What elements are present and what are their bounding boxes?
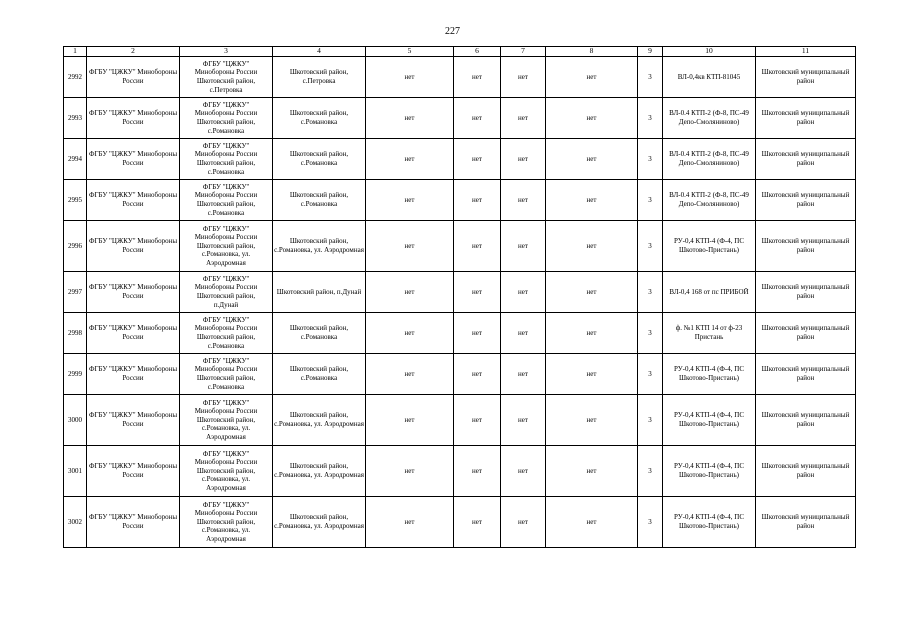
cell-text: нет — [518, 72, 528, 81]
operator-address-cell — [180, 395, 273, 446]
operator-address-cell — [180, 354, 273, 395]
municipality-cell — [756, 354, 856, 395]
municipality-cell — [756, 221, 856, 272]
cell-text: нет — [586, 369, 597, 378]
cell-text: нет — [586, 154, 597, 163]
cell-text: нет — [518, 369, 528, 378]
attr6-cell — [454, 497, 501, 548]
object-name-cell — [663, 497, 756, 548]
cell-text: ВЛ-0.4 КТП-2 (Ф-8, ПС-49 Депо-Смоляниново) — [669, 150, 749, 167]
cell-text: ФГБУ "ЦЖКУ" Минобороны России — [88, 109, 178, 126]
cell-text: 2993 — [68, 113, 82, 122]
cell-text: нет — [586, 517, 597, 526]
cell-text: 3002 — [68, 517, 82, 526]
cell-text: 3 — [648, 241, 652, 250]
cell-text: ФГБУ "ЦЖКУ" Минобороны России Шкотовский район, с.Романовка — [194, 356, 258, 391]
location-cell — [273, 395, 366, 446]
class-cell — [638, 98, 663, 139]
cell-text: 3 — [648, 287, 652, 296]
attr6-cell — [454, 98, 501, 139]
table-row — [64, 272, 856, 313]
owner-cell — [87, 313, 180, 354]
owner-cell — [87, 446, 180, 497]
cell-text: Шкотовский муниципальный район — [761, 365, 850, 382]
column-header: 7 — [501, 47, 546, 57]
owner-cell — [87, 221, 180, 272]
operator-address-cell — [180, 139, 273, 180]
cell-text: ФГБУ "ЦЖКУ" Минобороны России Шкотовский район, с.Романовка — [194, 315, 258, 350]
object-name-cell — [663, 180, 756, 221]
cell-text: нет — [472, 241, 482, 250]
class-cell — [638, 395, 663, 446]
cell-text: 3 — [648, 72, 652, 81]
cell-text: 2998 — [68, 328, 82, 337]
cell-text: Шкотовский район, п.Дунай — [276, 287, 362, 296]
record-number — [64, 272, 87, 313]
cell-text: Шкотовский район, с.Романовка — [289, 191, 349, 208]
cell-text: нет — [404, 415, 415, 424]
cell-text: Шкотовский муниципальный район — [761, 411, 850, 428]
column-header: 10 — [663, 47, 756, 57]
location-cell — [273, 272, 366, 313]
cell-text: 3 — [648, 154, 652, 163]
table-row — [64, 139, 856, 180]
table-row — [64, 98, 856, 139]
cell-text: 3001 — [68, 466, 82, 475]
table-row — [64, 57, 856, 98]
cell-text: нет — [518, 195, 528, 204]
attr8-cell — [546, 139, 638, 180]
column-header: 9 — [638, 47, 663, 57]
record-number — [64, 354, 87, 395]
table-body — [64, 57, 856, 548]
attr8-cell — [546, 221, 638, 272]
cell-text: нет — [472, 517, 482, 526]
class-cell — [638, 313, 663, 354]
cell-text: нет — [472, 466, 482, 475]
location-cell — [273, 446, 366, 497]
record-number — [64, 395, 87, 446]
attr5-cell — [366, 180, 454, 221]
attr6-cell — [454, 446, 501, 497]
attr5-cell — [366, 497, 454, 548]
location-cell — [273, 497, 366, 548]
owner-cell — [87, 354, 180, 395]
record-number — [64, 180, 87, 221]
record-number — [64, 221, 87, 272]
cell-text: нет — [518, 466, 528, 475]
column-header: 5 — [366, 47, 454, 57]
attr5-cell — [366, 57, 454, 98]
cell-text: ФГБУ "ЦЖКУ" Минобороны России — [88, 150, 178, 167]
table-row — [64, 221, 856, 272]
attr7-cell — [501, 354, 546, 395]
cell-text: ФГБУ "ЦЖКУ" Минобороны России — [88, 513, 178, 530]
class-cell — [638, 446, 663, 497]
object-name-cell — [663, 272, 756, 313]
cell-text: ФГБУ "ЦЖКУ" Минобороны России Шкотовский район, с.Романовка, ул. Аэродромная — [194, 224, 258, 267]
attr8-cell — [546, 98, 638, 139]
cell-text: нет — [586, 466, 597, 475]
class-cell — [638, 272, 663, 313]
column-header: 11 — [756, 47, 856, 57]
cell-text: 3 — [648, 195, 652, 204]
cell-text: РУ-0,4 КТП-4 (Ф-4, ПС Шкотово-Пристань) — [673, 365, 744, 382]
class-cell — [638, 497, 663, 548]
object-name-cell — [663, 313, 756, 354]
cell-text: нет — [586, 113, 597, 122]
cell-text: 2997 — [68, 287, 82, 296]
table-row — [64, 313, 856, 354]
cell-text: Шкотовский район, с.Романовка — [289, 109, 349, 126]
cell-text: Шкотовский муниципальный район — [761, 462, 850, 479]
object-name-cell — [663, 98, 756, 139]
owner-cell — [87, 57, 180, 98]
owner-cell — [87, 272, 180, 313]
cell-text: ФГБУ "ЦЖКУ" Минобороны России — [88, 324, 178, 341]
object-name-cell — [663, 395, 756, 446]
cell-text: нет — [472, 328, 482, 337]
cell-text: Шкотовский район, с.Романовка — [289, 150, 349, 167]
object-name-cell — [663, 354, 756, 395]
cell-text: РУ-0,4 КТП-4 (Ф-4, ПС Шкотово-Пристань) — [673, 462, 744, 479]
attr7-cell — [501, 272, 546, 313]
location-cell — [273, 354, 366, 395]
cell-text: нет — [472, 287, 482, 296]
cell-text: нет — [586, 415, 597, 424]
object-name-cell — [663, 139, 756, 180]
location-cell — [273, 313, 366, 354]
attr5-cell — [366, 354, 454, 395]
cell-text: нет — [472, 113, 482, 122]
cell-text: Шкотовский район, с.Романовка, ул. Аэродромная — [274, 462, 364, 479]
attr7-cell — [501, 446, 546, 497]
cell-text: РУ-0,4 КТП-4 (Ф-4, ПС Шкотово-Пристань) — [673, 237, 744, 254]
cell-text: 2994 — [68, 154, 82, 163]
column-header: 6 — [454, 47, 501, 57]
location-cell — [273, 221, 366, 272]
attr7-cell — [501, 180, 546, 221]
object-name-cell — [663, 221, 756, 272]
cell-text: ФГБУ "ЦЖКУ" Минобороны России Шкотовский район, с.Петровка — [194, 59, 258, 94]
cell-text: нет — [404, 287, 415, 296]
cell-text: Шкотовский район, с.Романовка, ул. Аэродромная — [274, 237, 364, 254]
table-row — [64, 180, 856, 221]
cell-text: Шкотовский район, с.Романовка, ул. Аэродромная — [274, 411, 364, 428]
record-number — [64, 497, 87, 548]
attr8-cell — [546, 497, 638, 548]
cell-text: ВЛ-0,4кв КТП-81045 — [677, 72, 741, 81]
attr8-cell — [546, 180, 638, 221]
attr8-cell — [546, 57, 638, 98]
cell-text: ФГБУ "ЦЖКУ" Минобороны России — [88, 191, 178, 208]
cell-text: ФГБУ "ЦЖКУ" Минобороны России Шкотовский район, с.Романовка, ул. Аэродромная — [194, 398, 258, 441]
owner-cell — [87, 139, 180, 180]
attr6-cell — [454, 272, 501, 313]
cell-text: нет — [472, 415, 482, 424]
operator-address-cell — [180, 497, 273, 548]
cell-text: нет — [404, 113, 415, 122]
table-row — [64, 446, 856, 497]
municipality-cell — [756, 180, 856, 221]
cell-text: ф. №1 КТП 14 от ф-23 Пристань — [675, 324, 743, 341]
operator-address-cell — [180, 57, 273, 98]
operator-address-cell — [180, 98, 273, 139]
attr6-cell — [454, 395, 501, 446]
location-cell — [273, 57, 366, 98]
municipality-cell — [756, 313, 856, 354]
cell-text: РУ-0,4 КТП-4 (Ф-4, ПС Шкотово-Пристань) — [673, 411, 744, 428]
operator-address-cell — [180, 180, 273, 221]
cell-text: нет — [518, 328, 528, 337]
cell-text: ФГБУ "ЦЖКУ" Минобороны России Шкотовский район, с.Романовка, ул. Аэродромная — [194, 500, 258, 543]
cell-text: 3 — [648, 369, 652, 378]
record-number — [64, 139, 87, 180]
cell-text: РУ-0,4 КТП-4 (Ф-4, ПС Шкотово-Пристань) — [673, 513, 744, 530]
cell-text: нет — [518, 517, 528, 526]
municipality-cell — [756, 497, 856, 548]
municipality-cell — [756, 272, 856, 313]
attr6-cell — [454, 180, 501, 221]
operator-address-cell — [180, 272, 273, 313]
cell-text: нет — [404, 517, 415, 526]
attr6-cell — [454, 57, 501, 98]
column-header: 1 — [64, 47, 87, 57]
column-header: 4 — [273, 47, 366, 57]
attr8-cell — [546, 395, 638, 446]
registry-table — [63, 46, 856, 548]
cell-text: 3000 — [68, 415, 82, 424]
cell-text: Шкотовский муниципальный район — [761, 109, 850, 126]
record-number — [64, 313, 87, 354]
cell-text: нет — [518, 415, 528, 424]
class-cell — [638, 354, 663, 395]
cell-text: Шкотовский муниципальный район — [761, 237, 850, 254]
attr5-cell — [366, 139, 454, 180]
class-cell — [638, 57, 663, 98]
location-cell — [273, 180, 366, 221]
cell-text: ВЛ-0.4 КТП-2 (Ф-8, ПС-49 Депо-Смоляниново) — [669, 109, 749, 126]
cell-text: 3 — [648, 415, 652, 424]
operator-address-cell — [180, 446, 273, 497]
cell-text: нет — [472, 72, 482, 81]
cell-text: нет — [518, 113, 528, 122]
attr7-cell — [501, 221, 546, 272]
attr7-cell — [501, 57, 546, 98]
attr5-cell — [366, 272, 454, 313]
attr7-cell — [501, 313, 546, 354]
attr8-cell — [546, 313, 638, 354]
attr5-cell — [366, 221, 454, 272]
page-number: 227 — [445, 26, 460, 37]
cell-text: 2999 — [68, 369, 82, 378]
owner-cell — [87, 98, 180, 139]
attr5-cell — [366, 446, 454, 497]
attr6-cell — [454, 221, 501, 272]
cell-text: ФГБУ "ЦЖКУ" Минобороны России Шкотовский район, с.Романовка — [194, 141, 258, 176]
table-row — [64, 395, 856, 446]
cell-text: Шкотовский район, с.Романовка — [289, 324, 349, 341]
cell-text: Шкотовский муниципальный район — [761, 68, 850, 85]
cell-text: ВЛ-0,4 168 от пс ПРИБОЙ — [669, 287, 749, 296]
cell-text: Шкотовский район, с.Петровка — [289, 68, 349, 85]
header-row — [64, 47, 856, 57]
cell-text: Шкотовский муниципальный район — [761, 150, 850, 167]
class-cell — [638, 139, 663, 180]
cell-text: ФГБУ "ЦЖКУ" Минобороны России — [88, 365, 178, 382]
attr6-cell — [454, 354, 501, 395]
cell-text: нет — [404, 195, 415, 204]
cell-text: Шкотовский район, с.Романовка, ул. Аэродромная — [274, 513, 364, 530]
cell-text: Шкотовский муниципальный район — [761, 324, 850, 341]
attr7-cell — [501, 395, 546, 446]
owner-cell — [87, 395, 180, 446]
column-header: 2 — [87, 47, 180, 57]
cell-text: нет — [586, 195, 597, 204]
cell-text: 2992 — [68, 72, 82, 81]
attr7-cell — [501, 497, 546, 548]
cell-text: ФГБУ "ЦЖКУ" Минобороны России Шкотовский район, с.Романовка — [194, 182, 258, 217]
cell-text: ФГБУ "ЦЖКУ" Минобороны России — [88, 411, 178, 428]
record-number — [64, 446, 87, 497]
cell-text: ФГБУ "ЦЖКУ" Минобороны России Шкотовский район, п.Дунай — [194, 274, 258, 309]
location-cell — [273, 139, 366, 180]
cell-text: нет — [404, 72, 415, 81]
cell-text: нет — [586, 287, 597, 296]
cell-text: нет — [586, 241, 597, 250]
municipality-cell — [756, 395, 856, 446]
municipality-cell — [756, 98, 856, 139]
column-header: 8 — [546, 47, 638, 57]
location-cell — [273, 98, 366, 139]
class-cell — [638, 180, 663, 221]
attr8-cell — [546, 272, 638, 313]
cell-text: ФГБУ "ЦЖКУ" Минобороны России Шкотовский район, с.Романовка — [194, 100, 258, 135]
cell-text: нет — [404, 328, 415, 337]
attr8-cell — [546, 354, 638, 395]
cell-text: нет — [586, 328, 597, 337]
table-row — [64, 354, 856, 395]
cell-text: Шкотовский район, с.Романовка — [289, 365, 349, 382]
cell-text: нет — [404, 466, 415, 475]
cell-text: Шкотовский муниципальный район — [761, 283, 850, 300]
record-number — [64, 57, 87, 98]
cell-text: 3 — [648, 113, 652, 122]
cell-text: 3 — [648, 328, 652, 337]
column-header: 3 — [180, 47, 273, 57]
table-row — [64, 497, 856, 548]
cell-text: нет — [404, 241, 415, 250]
cell-text: Шкотовский муниципальный район — [761, 191, 850, 208]
attr5-cell — [366, 395, 454, 446]
cell-text: нет — [404, 154, 415, 163]
municipality-cell — [756, 57, 856, 98]
attr5-cell — [366, 98, 454, 139]
object-name-cell — [663, 57, 756, 98]
cell-text: ФГБУ "ЦЖКУ" Минобороны России — [88, 283, 178, 300]
cell-text: нет — [404, 369, 415, 378]
cell-text: нет — [472, 195, 482, 204]
cell-text: 3 — [648, 517, 652, 526]
cell-text: ФГБУ "ЦЖКУ" Минобороны России — [88, 68, 178, 85]
attr8-cell — [546, 446, 638, 497]
attr6-cell — [454, 139, 501, 180]
cell-text: 2996 — [68, 241, 82, 250]
cell-text: нет — [518, 287, 528, 296]
cell-text: ФГБУ "ЦЖКУ" Минобороны России — [88, 237, 178, 254]
class-cell — [638, 221, 663, 272]
owner-cell — [87, 497, 180, 548]
cell-text: 2995 — [68, 195, 82, 204]
cell-text: нет — [518, 154, 528, 163]
attr6-cell — [454, 313, 501, 354]
cell-text: ФГБУ "ЦЖКУ" Минобороны России — [88, 462, 178, 479]
owner-cell — [87, 180, 180, 221]
attr7-cell — [501, 139, 546, 180]
operator-address-cell — [180, 313, 273, 354]
cell-text: нет — [472, 369, 482, 378]
cell-text: ФГБУ "ЦЖКУ" Минобороны России Шкотовский район, с.Романовка, ул. Аэродромная — [194, 449, 258, 492]
record-number — [64, 98, 87, 139]
cell-text: 3 — [648, 466, 652, 475]
cell-text: Шкотовский муниципальный район — [761, 513, 850, 530]
object-name-cell — [663, 446, 756, 497]
attr7-cell — [501, 98, 546, 139]
cell-text: нет — [518, 241, 528, 250]
cell-text: нет — [472, 154, 482, 163]
operator-address-cell — [180, 221, 273, 272]
municipality-cell — [756, 446, 856, 497]
municipality-cell — [756, 139, 856, 180]
cell-text: нет — [586, 72, 597, 81]
cell-text: ВЛ-0.4 КТП-2 (Ф-8, ПС-49 Депо-Смоляниново) — [669, 191, 749, 208]
attr5-cell — [366, 313, 454, 354]
